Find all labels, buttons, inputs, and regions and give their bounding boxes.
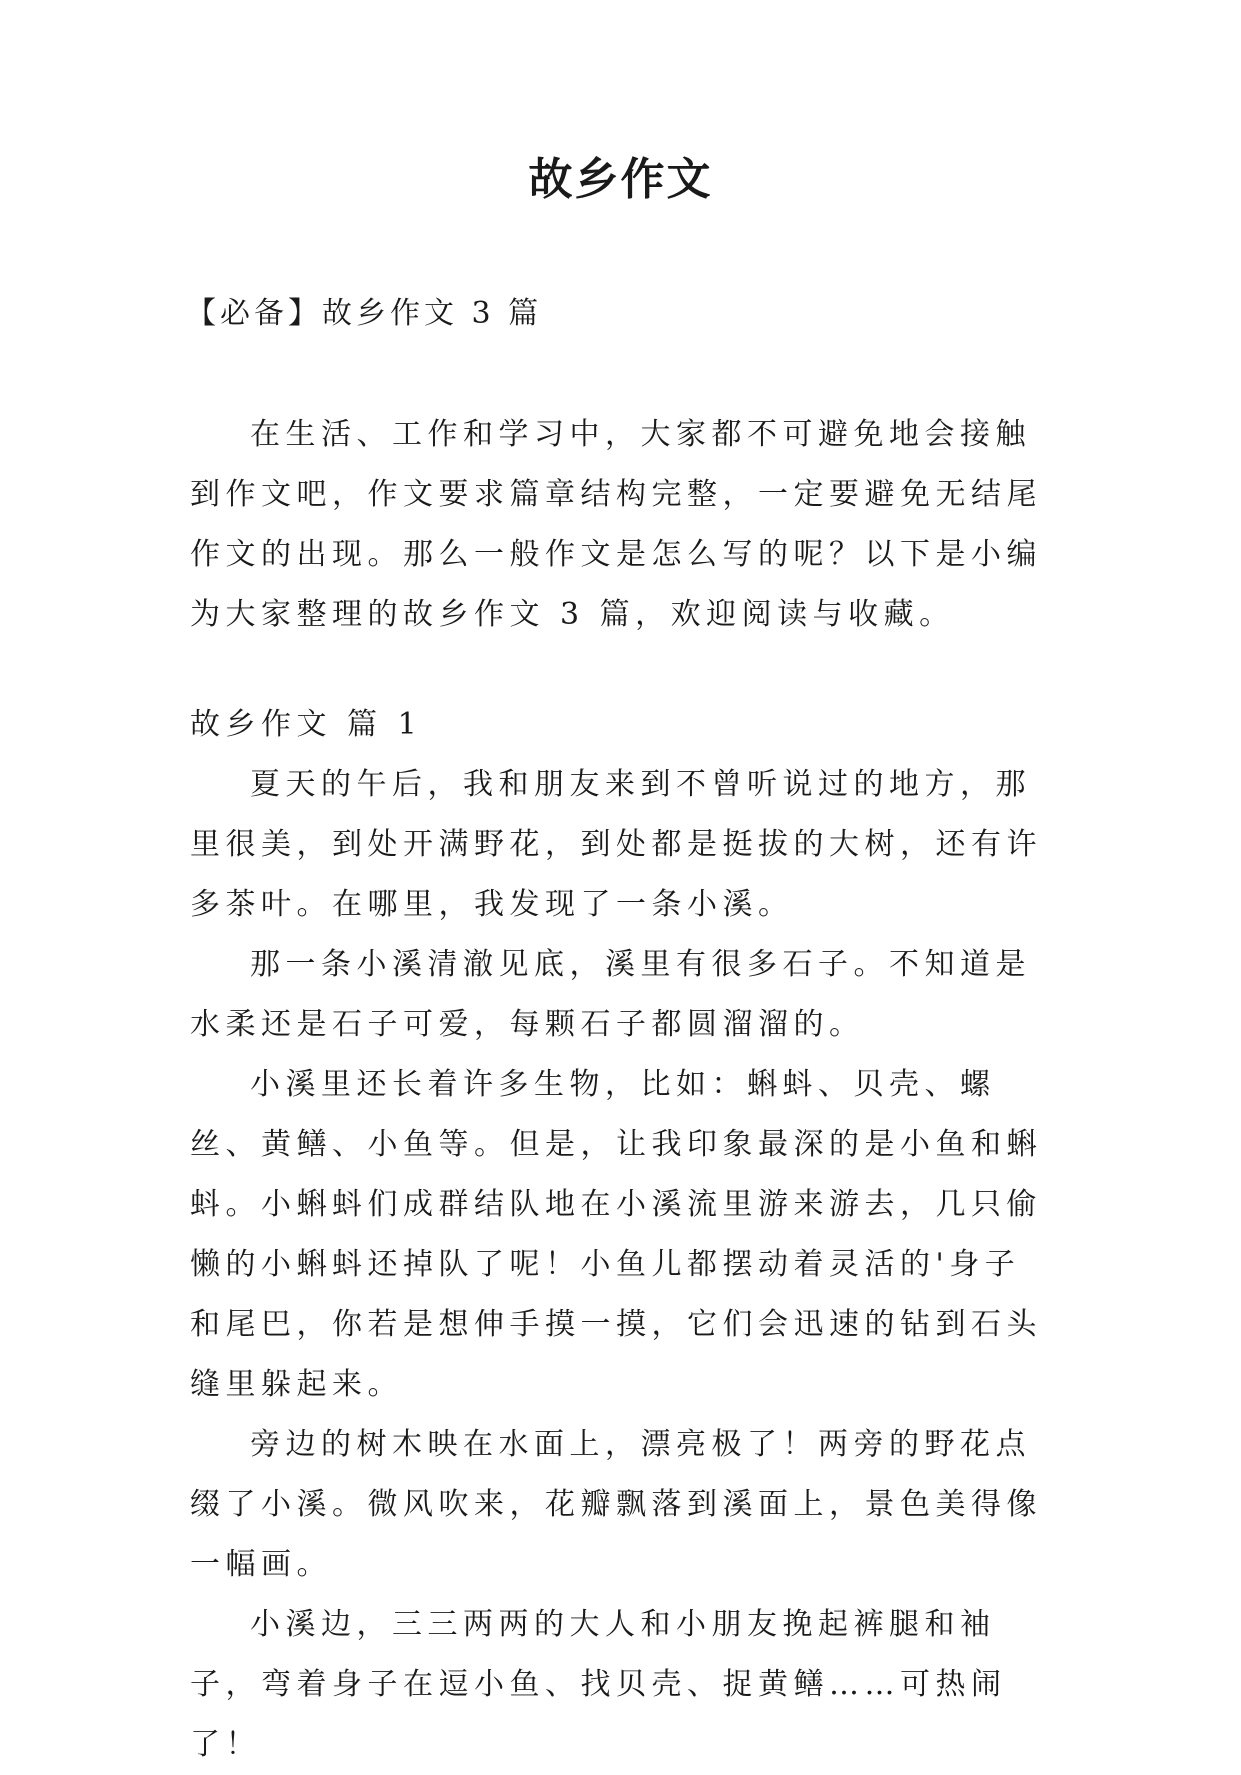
document-title: 故乡作文 (528, 154, 713, 205)
section-1 (190, 695, 1055, 1775)
intro-block (190, 405, 1055, 645)
document-subtitle: 【必备】故乡作文 3 篇 (186, 296, 543, 331)
section-heading: 故乡作文 篇 1 (190, 707, 423, 742)
paragraph: 那一条小溪清澈见底，溪里有很多石子。不知道是水柔还是石子可爱，每颗石子都圆溜溜的。 (190, 947, 1031, 1042)
paragraph: 旁边的树木映在水面上，漂亮极了！两旁的野花点缀了小溪。微风吹来，花瓣飘落到溪面上，景色美得像一幅画。 (190, 1427, 1042, 1582)
paragraph: 小溪里还长着许多生物，比如：蝌蚪、贝壳、螺丝、黄鳝、小鱼等。但是，让我印象最深的是小鱼和蝌蚪。小蝌蚪们成群结队地在小溪流里游来游去，几只偷懒的小蝌蚪还掉队了呢！小鱼儿都摆动着灵活的'身子和尾巴，你若是想伸手摸一摸，它们会迅速的钻到石头缝里躲起来。 (190, 1067, 1042, 1402)
paragraph: 夏天的午后，我和朋友来到不曾听说过的地方，那里很美，到处开满野花，到处都是挺拔的大树，还有许多茶叶。在哪里，我发现了一条小溪。 (190, 767, 1042, 922)
intro-paragraph: 在生活、工作和学习中，大家都不可避免地会接触到作文吧，作文要求篇章结构完整，一定要避免无结尾作文的出现。那么一般作文是怎么写的呢？以下是小编为大家整理的故乡作文 3 篇，欢迎阅读与收藏。 (190, 417, 1042, 632)
paragraph: 小溪边，三三两两的大人和小朋友挽起裤腿和袖子，弯着身子在逗小鱼、找贝壳、捉黄鳝……可热闹了！ (190, 1607, 1007, 1762)
